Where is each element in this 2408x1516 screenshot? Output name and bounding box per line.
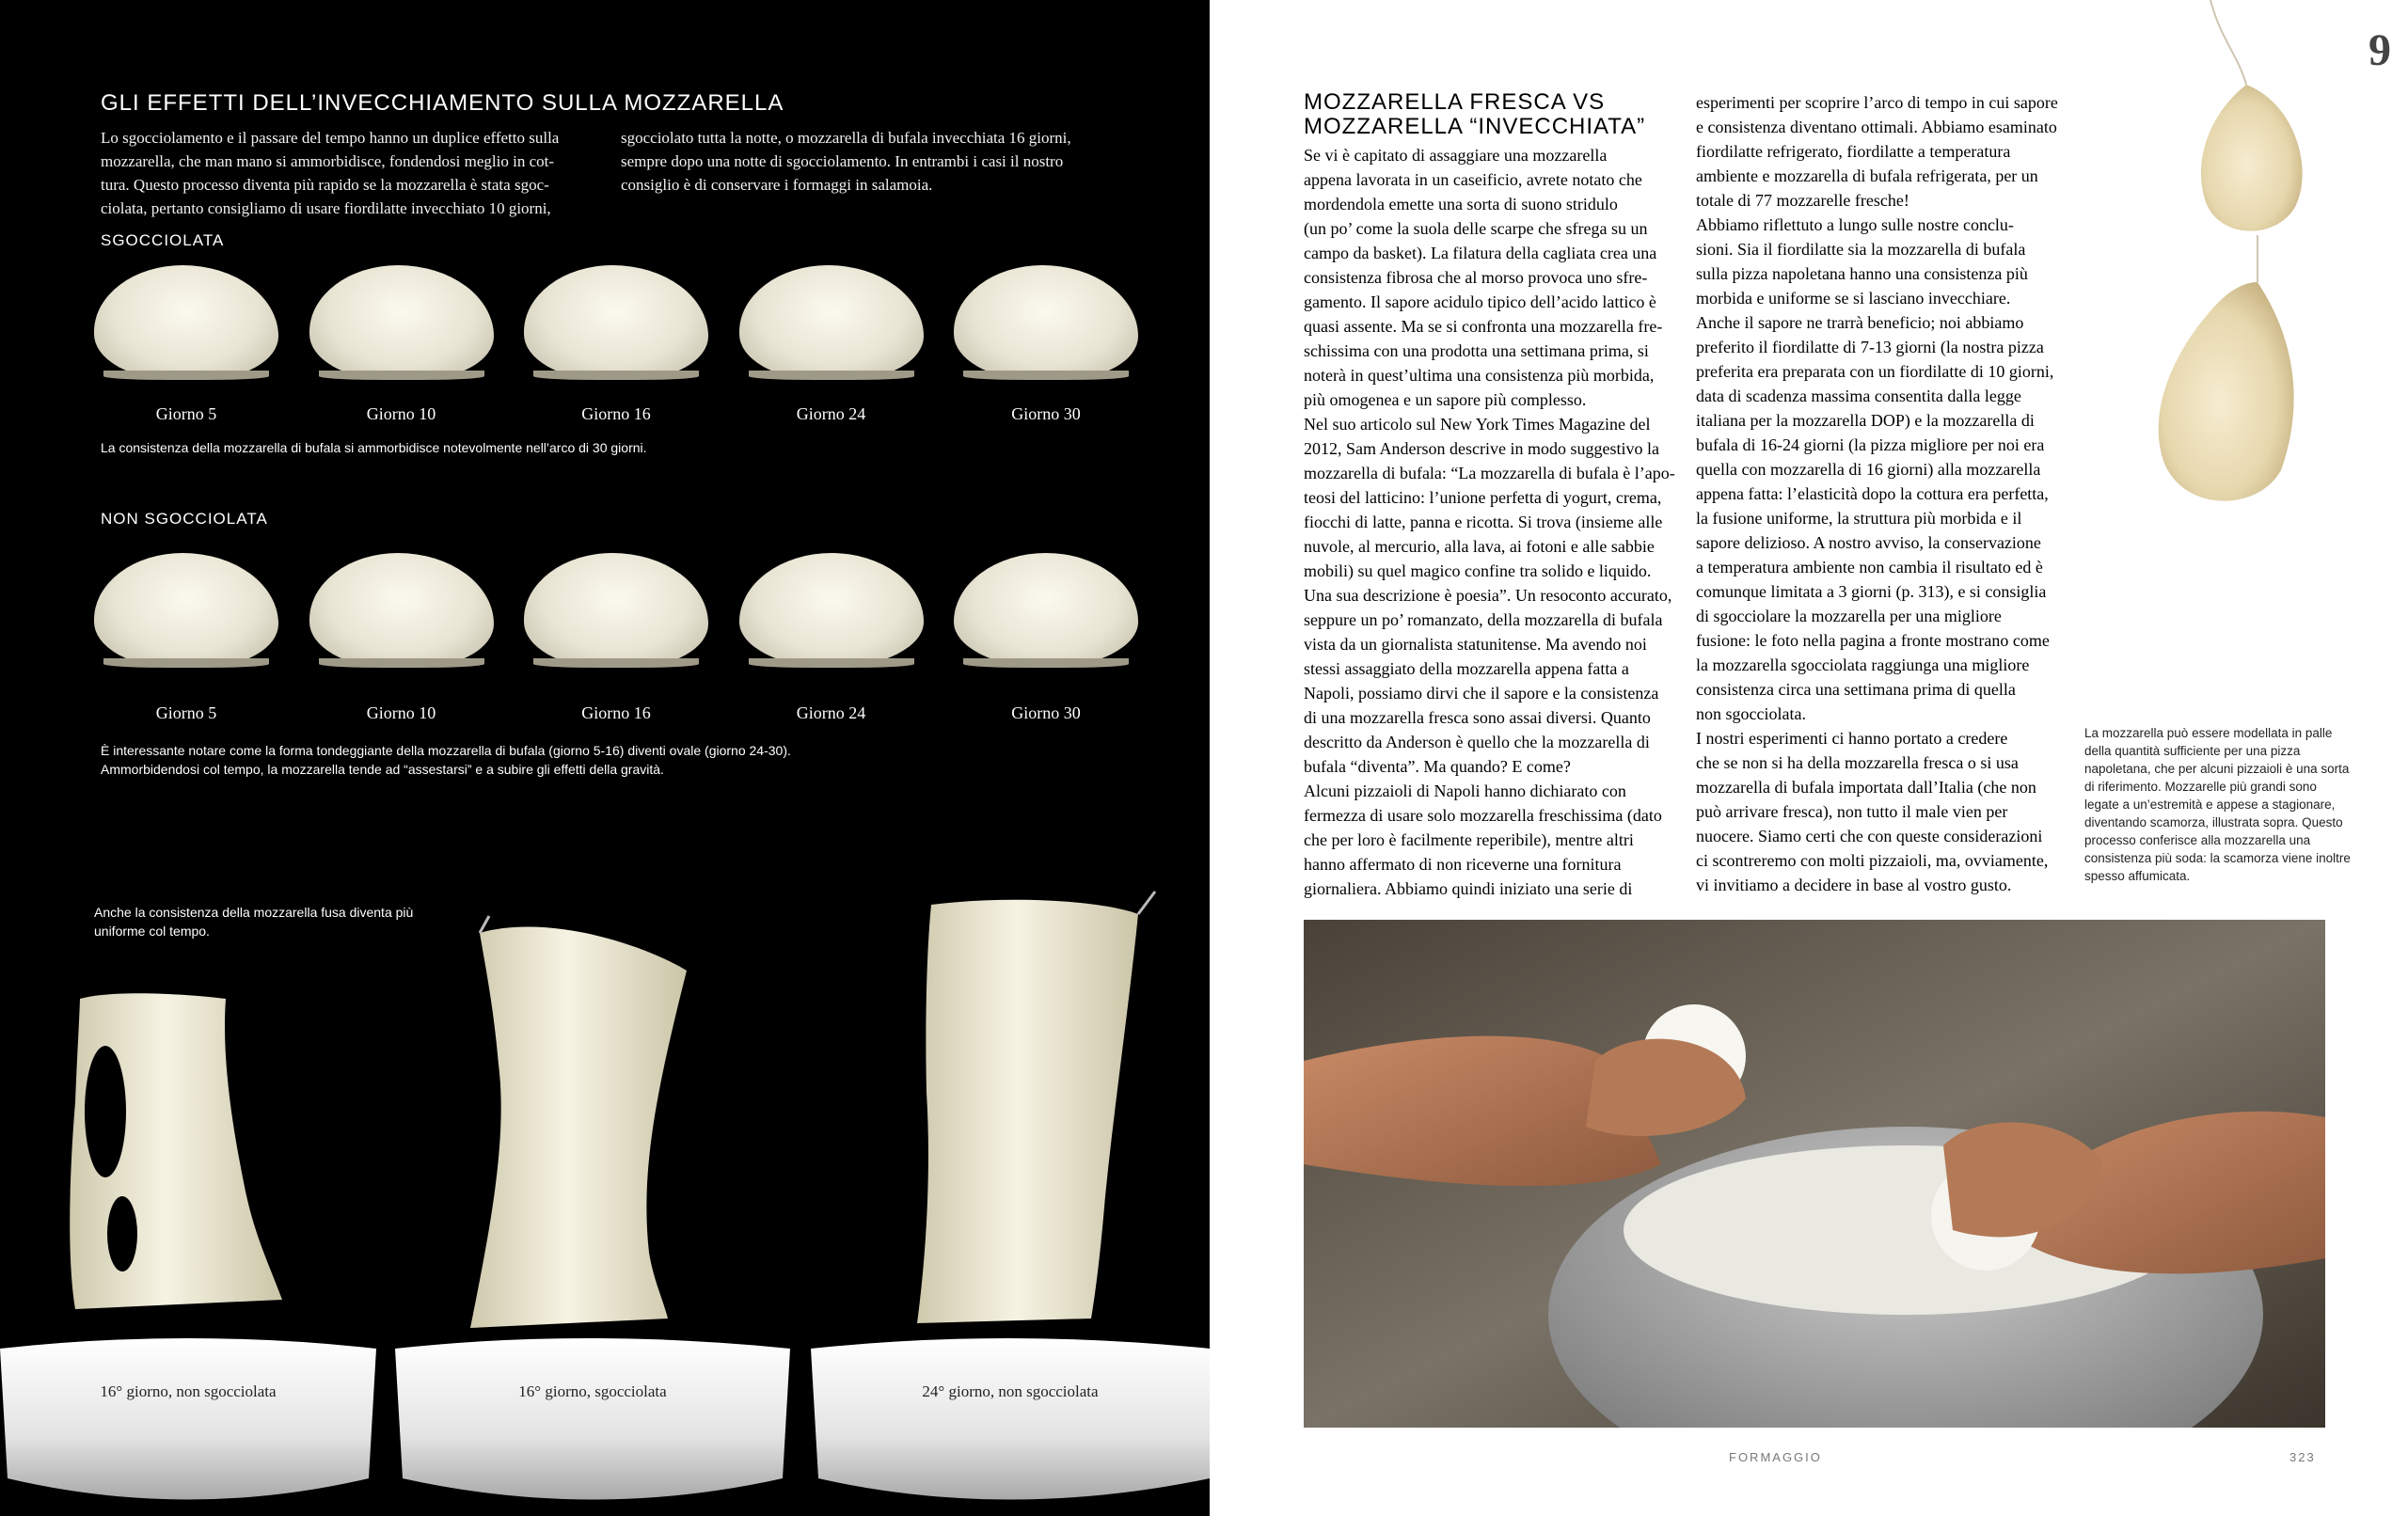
left-page-title: GLI EFFETTI DELL’INVECCHIAMENTO SULLA MOZZARELLA (101, 90, 784, 116)
cheese-cross-section-image (94, 553, 278, 668)
day-label: Giorno 5 (155, 404, 217, 423)
right-page-title: MOZZARELLA FRESCA VS MOZZARELLA “INVECCHIATA” (1304, 89, 1646, 139)
scamorza-image (2116, 0, 2323, 527)
day-label: Giorno 24 (796, 703, 866, 722)
body-column-1: Se vi è capitato di assaggiare una mozzarella appena lavorata in un caseificio, avrete notato che mordendola emette una sorta di suono stridulo (un po’ come la suola delle scarpe che sfrega su un campo da basket). La filatura della cagliata crea una consistenza fibrosa che al morso provoca uno sfre- gamento. Il sapore acidulo tipico dell’acido lattico è quasi assente. Ma se si confronta una mozzarella fre- schissima con una prodotta una settimana prima, si noterà in quest’ultima una consistenza più morbida, più omogenea e un sapore più complesso. Nel suo articolo sul New York Times Magazine del 2012, Sam Anderson descrive in modo suggestivo la mozzarella di bufala: “La mozzarella di bufala è l’apo- teosi del latticino: l’unione perfetta di yogurt, crema, fiocchi di latte, panna e ricotta. Si trova (insieme alle nuvole, al mercurio, alla lava, ai fotoni e alle sabbie mobili) su quel magico confine tra solido e liquido. Una sua descrizione è poesia”. Un resoconto accurato, seppure un po’ romanzato, della mozzarella di bufala vista da un giornalista statunitense. Ma avendo noi stessi assaggiato della mozzarella appena fatta a Napoli, possiamo dirvi che il sapore e la consistenza di una mozzarella fresca sono assai diversi. Quanto descritto da Anderson è quello che la mozzarella di bufala “diventa”. Ma quando? E come? Alcuni pizzaioli di Napoli hanno dichiarato con fermezza di usare solo mozzarella freschissima (dato che per loro è facilmente reperibile), mentre altri hanno affermato di non riceverne una fornitura giornaliera. Abbiamo quindi iniziato una serie di (1304, 146, 1675, 898)
hands-shaping-mozzarella-photo (1304, 920, 2325, 1428)
day-label: Giorno 16 (581, 703, 651, 722)
undrained-cheese-row (94, 553, 1138, 668)
day-label: Giorno 16 (581, 404, 651, 423)
chapter-number: 9 (2368, 25, 2391, 75)
drained-caption: La consistenza della mozzarella di bufala si ammorbidisce notevolmente nell’arco di 30 giorni. (101, 440, 647, 455)
cheese-cross-section-image (524, 553, 708, 668)
day-label: Giorno 30 (1011, 404, 1081, 423)
undrained-caption: È interessante notare come la forma tondeggiante della mozzarella di bufala (giorno 5-16) diventi ovale (giorno 24-30). Ammorbidendosi col tempo, la mozzarella tende ad “assestarsi” e a subire gli effetti della gravità. (101, 743, 791, 777)
footer-section: FORMAGGIO (1729, 1450, 1822, 1464)
cheese-cross-section-image (309, 265, 494, 380)
bowl-label: 16° giorno, non sgocciolata (100, 1382, 277, 1400)
cheese-cross-section-image (739, 553, 924, 668)
drained-cheese-row (94, 265, 1138, 380)
day-label: Giorno 5 (155, 703, 217, 722)
stretched-mozzarella-image (0, 858, 1210, 1516)
cheese-cross-section-image (739, 265, 924, 380)
undrained-heading: NON SGOCCIOLATA (101, 510, 268, 528)
cheese-cross-section-image (309, 553, 494, 668)
bowl-label: 16° giorno, sgocciolata (518, 1382, 667, 1400)
body-column-2: esperimenti per scoprire l’arco di tempo in cui sapore e consistenza diventano ottimali. Abbiamo esaminato fiordilatte refrigerato, fiordilatte a temperatura ambiente e mozzarella di bufala refrigerata, per un totale di 77 mozzarelle fresche! Abbiamo riflettuto a lungo sulle nostre conclu- sioni. Sia il fiordilatte sia la mozzarella di bufala sulla pizza napoletana hanno una consistenza più morbida e uniforme se si lasciano invecchiare. Anche il sapore ne trarrà beneficio; noi abbiamo preferito il fiordilatte di 7-13 giorni (la nostra pizza preferita era preparata con un fiordilatte di 10 giorni, data di scadenza massima consentita dalla legge italiana per la mozzarella DOP) e la mozzarella di bufala di 16-24 giorni (la pizza migliore per noi era quella con mozzarella di 16 giorni) alla mozzarella appena fatta: l’elasticità dopo la cottura era perfetta, la fusione uniforme, la struttura più morbida e il sapore delizioso. A nostro avviso, la conservazione a temperatura ambiente non cambia il risultato ed è comunque limitata a 3 giorni (p. 313), e si consiglia di sgocciolare la mozzarella per una migliore fusione: le foto nella pagina a fronte mostrano come la mozzarella sgocciolata raggiunga una migliore consistenza circa una settimana prima di quella non sgocciolata. I nostri esperimenti ci hanno portato a credere che se non si ha della mozzarella fresca o si usa mozzarella di bufala importata dall’Italia (che non può arrivare fresca), non tutto il male vien per nuocere. Siamo certi che con queste considerazioni ci scontreremo con molti pizzaioli, ma, ovviamente, vi invitiamo a decidere in base al vostro gusto. (1696, 93, 2058, 894)
day-label: Giorno 24 (796, 404, 866, 423)
drained-labels (94, 404, 1138, 424)
drained-heading: SGOCCIOLATA (101, 231, 225, 249)
cheese-cross-section-image (954, 265, 1138, 380)
left-intro-col2: sgocciolato tutta la notte, o mozzarella di bufala invecchiata 16 giorni, sempre dopo una notte di sgocciolamento. In entrambi i casi il nostro consiglio è di conservare i formaggi in salamoia. (621, 129, 1071, 194)
stretch-caption: Anche la consistenza della mozzarella fusa diventa più uniforme col tempo. (94, 905, 414, 939)
footer-page-number: 323 (2289, 1450, 2316, 1464)
cheese-cross-section-image (94, 265, 278, 380)
cheese-cross-section-image (524, 265, 708, 380)
left-intro-col1: Lo sgocciolamento e il passare del tempo hanno un duplice effetto sulla mozzarella, che man mano si ammorbidisce, fondendosi meglio in cot- tura. Questo processo diventa più rapido se la mozzarella è stata sgoc- ciolata, pertanto consigliamo di usare fiordilatte invecchiato 10 giorni, (101, 129, 560, 217)
day-label: Giorno 30 (1011, 703, 1081, 722)
day-label: Giorno 10 (366, 703, 436, 722)
undrained-labels (94, 703, 1138, 723)
side-caption: La mozzarella può essere modellata in palle della quantità sufficiente per una pizza napoletana, che per alcuni pizzaioli è una sorta di riferimento. Mozzarelle più grandi sono legate a un’estremità e appese a stagionare, diventando scamorza, illustrata sopra. Questo processo conferisce alla mozzarella una consistenza più soda: la scamorza viene inoltre spesso affumicata. (2084, 726, 2351, 883)
cheese-cross-section-image (954, 553, 1138, 668)
bowl-label: 24° giorno, non sgocciolata (922, 1382, 1099, 1400)
day-label: Giorno 10 (366, 404, 436, 423)
